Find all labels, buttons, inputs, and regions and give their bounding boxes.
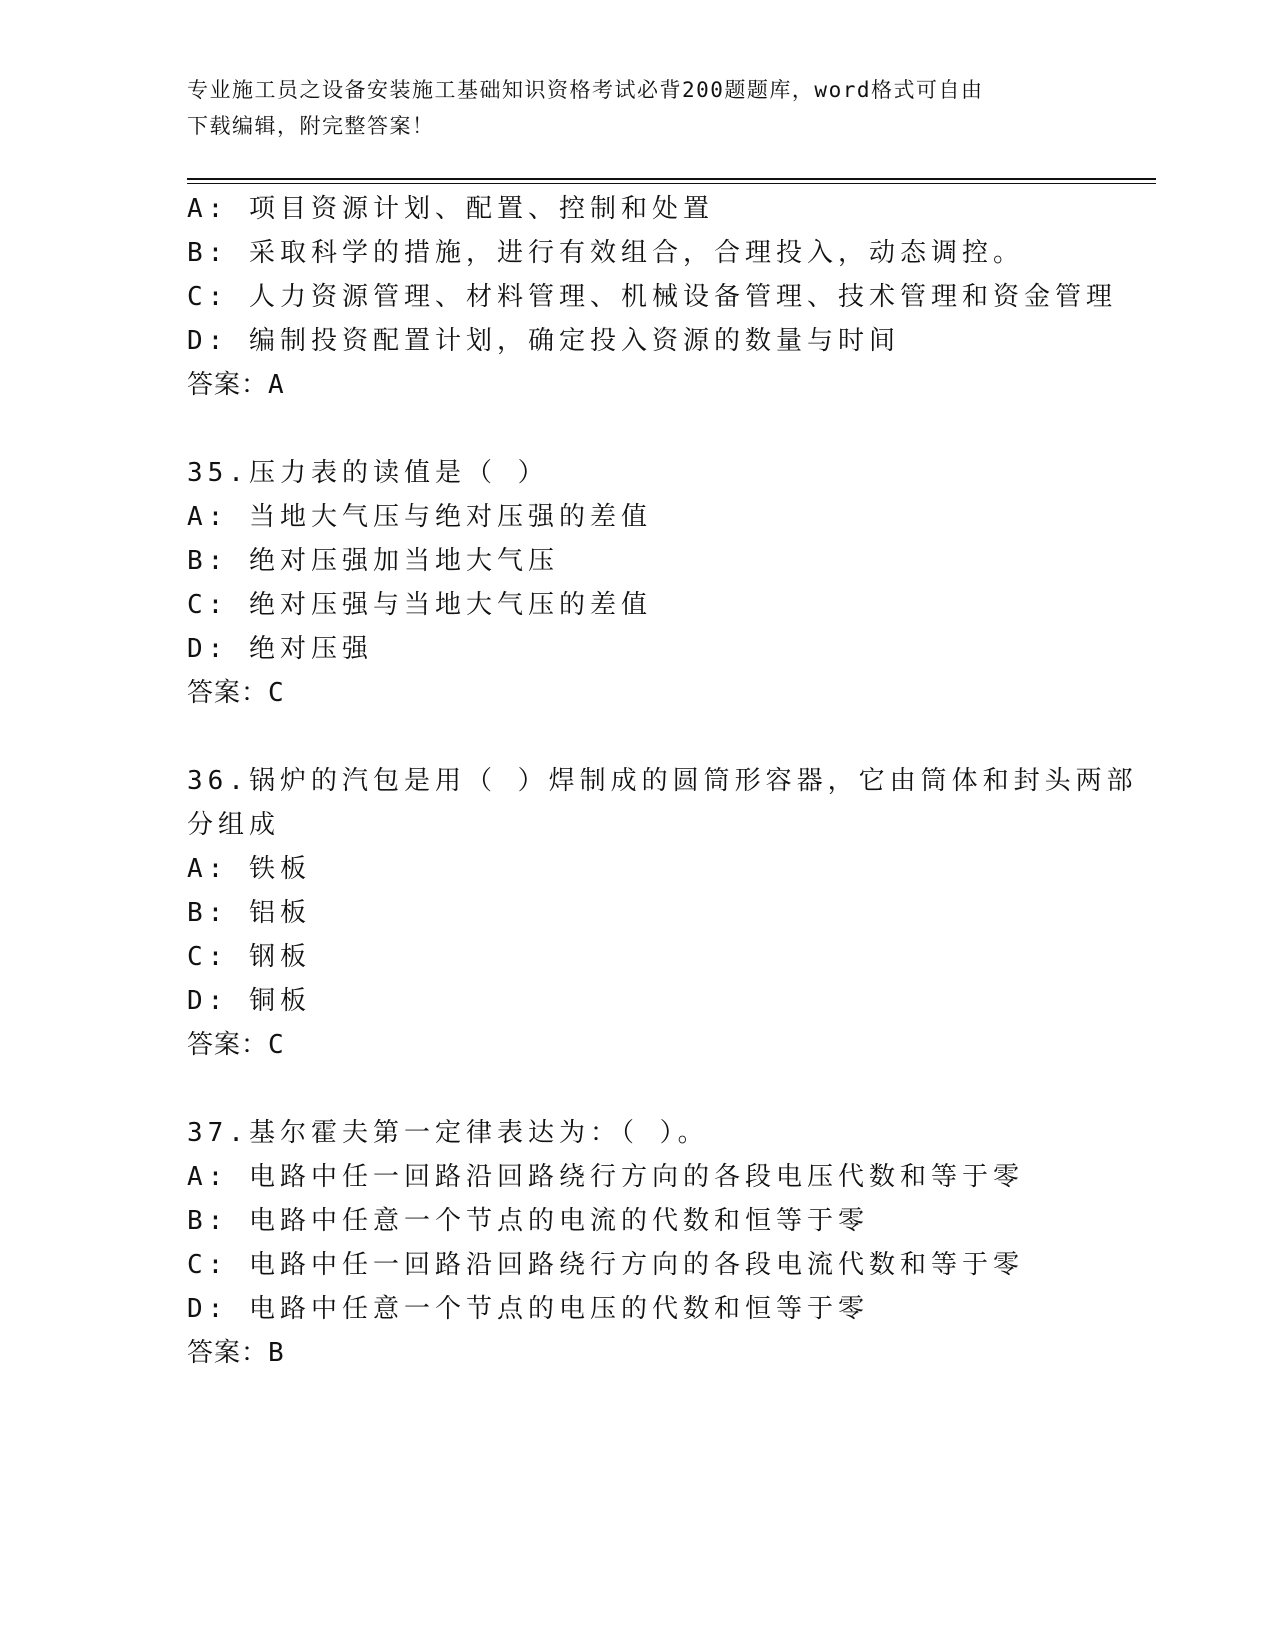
q37-option-b: B: 电路中任意一个节点的电流的代数和恒等于零 — [187, 1206, 869, 1236]
q35-option-d: D: 绝对压强 — [187, 634, 373, 664]
document-header — [187, 72, 1087, 144]
q36-option-a: A: 铁板 — [187, 854, 311, 884]
header-line-2: 下载编辑，附完整答案！ — [187, 114, 435, 138]
q36-question-line-1: 36.锅炉的汽包是用（ ）焊制成的圆筒形容器，它由筒体和封头两部 — [187, 766, 1138, 796]
header-divider-thick — [187, 178, 1156, 180]
q37-answer: 答案：B — [187, 1338, 285, 1368]
q37-option-c: C: 电路中任一回路沿回路绕行方向的各段电流代数和等于零 — [187, 1250, 1024, 1280]
q34-option-b: B: 采取科学的措施，进行有效组合，合理投入，动态调控。 — [187, 238, 1024, 268]
q35-option-b: B: 绝对压强加当地大气压 — [187, 546, 559, 576]
q34-option-c: C: 人力资源管理、材料管理、机械设备管理、技术管理和资金管理 — [187, 282, 1117, 312]
header-line-1: 专业施工员之设备安装施工基础知识资格考试必背200题题库，word格式可自由 — [187, 78, 984, 102]
q35-option-c: C: 绝对压强与当地大气压的差值 — [187, 590, 652, 620]
q37-option-a: A: 电路中任一回路沿回路绕行方向的各段电压代数和等于零 — [187, 1162, 1024, 1192]
q35-answer: 答案：C — [187, 678, 285, 708]
header-divider-thin — [187, 183, 1156, 184]
q35-option-a: A: 当地大气压与绝对压强的差值 — [187, 502, 652, 532]
q36-option-c: C: 钢板 — [187, 942, 311, 972]
q34-option-d: D: 编制投资配置计划，确定投入资源的数量与时间 — [187, 326, 900, 356]
q34-option-a: A: 项目资源计划、配置、控制和处置 — [187, 194, 714, 224]
q36-option-d: D: 铜板 — [187, 986, 311, 1016]
q35-question: 35.压力表的读值是（ ） — [187, 458, 549, 488]
q36-question-line-2: 分组成 — [187, 810, 281, 840]
q36-answer: 答案：C — [187, 1030, 285, 1060]
q34-answer: 答案：A — [187, 370, 285, 400]
q37-option-d: D: 电路中任意一个节点的电压的代数和恒等于零 — [187, 1294, 869, 1324]
q37-question: 37.基尔霍夫第一定律表达为：（ ）。 — [187, 1118, 709, 1148]
q36-option-b: B: 铝板 — [187, 898, 311, 928]
